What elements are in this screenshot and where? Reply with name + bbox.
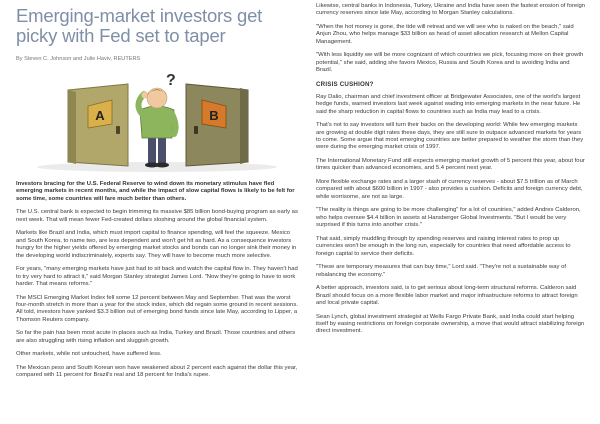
- body-paragraph: "The reality is things are going to be more challenging" for a lot of countries," added Andres Calderon, who helps oversee $4.4 billion in assets at Hansberger Global Investments. "But I would be very surprised if this turns into another crisis.": [316, 207, 581, 229]
- byline: By Steven C. Johnson and Julie Haviv, REUTERS: [16, 56, 141, 62]
- body-paragraph: "These are temporary measures that can buy time," Lord said. "They're not a sustainable way of rebalancing the economy.": [316, 264, 567, 278]
- body-paragraph: That said, simply muddling through by spending reserves and raising interest rates to prop up currencies won't be enough in the long run, especially for countries that need affordable access to foreign capital to service their deficits.: [316, 235, 571, 257]
- body-paragraph: The U.S. central bank is expected to begin trimming its massive $85 billion bond-buying program as early as next week. That will mean fewer Fed-created dollars sloshing around the global financial system.: [16, 209, 298, 223]
- right-column: [316, 3, 586, 342]
- body-paragraph: Other markets, while not untouched, have suffered less.: [16, 351, 162, 358]
- lede-paragraph: Investors bracing for the U.S. Federal Reserve to wind down its monetary stimulus have fled emerging markets in recent months, and while the impact of slow capital flows is likely to be felt for some time, some countries will fare much better than others.: [16, 181, 295, 202]
- body-paragraph: A better approach, investors said, is to get serious about long-term structural reforms. Calderon said Brazil should focus on a more flexible labor market and major infrastructure reforms to attract foreign and local private capital.: [316, 285, 578, 307]
- left-body: [16, 181, 298, 380]
- body-paragraph: That's not to say investors will turn their backs on the developing world: While few emerging markets are growing at double digit rates these days, they are still sure to outpace advanced markets for years to come. Some argue that most emerging countries are better prepared to weather the storm than they were during the emerging market crisis of 1997.: [316, 122, 584, 151]
- body-paragraph: "With less liquidity we will be more cognizant of which countries we pick, focusing more on their growth potential," she said, adding she favors Mexico, Russia and South Korea and is avoiding India and Brazil.: [316, 52, 584, 74]
- door-b-label: B: [209, 108, 219, 123]
- body-paragraph: More flexible exchange rates and a larger stash of currency reserves - about $7.5 trillion as of March compared with about $600 billion in 1997 - also provides a cushion. Deficits and foreign currency debt, while worrisome, are not as large.: [316, 179, 583, 200]
- body-paragraph: Likewise, central banks in Indonesia, Turkey, Ukraine and India have seen the fastest erosion of foreign currency reserves since late May, according to Morgan Stanley calculations.: [316, 3, 586, 17]
- left-column: [16, 0, 298, 386]
- body-paragraph: Ray Dalio, chairman and chief investment officer at Bridgewater Associates, one of the world's largest hedge funds, warned investors last week against wading into emerging markets in the near future. He said the sharp reduction in capital flows to countries such as India may lead to a crisis.: [316, 93, 581, 115]
- body-paragraph: Markets like Brazil and India, which must import capital to finance spending, will feel the squeeze. Mexico and South Korea, to name two, are less dependent and won't get hit as hard. As a consequence investors hungry for the higher yields offered by emerging market stocks and bonds can no longer sink their money in the developing world indiscriminately, experts say. They will have to become much more selective.: [16, 230, 297, 259]
- body-paragraph: The MSCI Emerging Market Index fell some 12 percent between May and September. That was the worst four-month stretch in more than a year for the stock index, which did regain some ground in recent sessions. All told, investors have yanked $3.3 billion out of emerging bond funds since late May, according to Lipper, a Thomson Reuters company.: [16, 294, 298, 323]
- body-paragraph: The International Monetary Fund still expects emerging market growth of 5 percent this year, about four times quicker than advanced economies, and 5.4 percent next year.: [316, 158, 585, 172]
- section-subhead: CRISIS CUSHION?: [316, 80, 374, 88]
- door-a-label: A: [95, 108, 105, 123]
- article-illustration: [16, 68, 298, 173]
- headline: Emerging-market investors get picky with Fed set to taper: [16, 5, 263, 46]
- body-paragraph: For years, "many emerging markets have just had to sit back and watch the capital flow in. They haven't had to try very hard to attract it," said Morgan Stanley strategist James Lord. "Now they're going to have to work harder. That means reforms.": [16, 266, 298, 288]
- body-paragraph: "When the hot money is gone, the tide will retreat and we will see who is naked on the beach," said Anjun Zhou, who helps manage $33 billion as head of asset allocation research at Mellon Capital Management.: [316, 24, 574, 45]
- body-paragraph: The Mexican peso and South Korean won have weakened about 2 percent each against the dollar this year, compared with 11 percent for Brazil's real and 18 percent for India's rupee.: [16, 365, 298, 379]
- body-paragraph: Sean Lynch, global investment strategist at Wells Fargo Private Bank, said India could start helping itself by easing restrictions on foreign corporate ownership, a move that would attract stabilizing foreign direct investment.: [316, 313, 585, 335]
- body-paragraph: So far the pain has been most acute in places such as India, Turkey and Brazil. Those countries and others are also struggling with rising inflation and sluggish growth.: [16, 330, 296, 344]
- question-mark: ?: [166, 72, 176, 89]
